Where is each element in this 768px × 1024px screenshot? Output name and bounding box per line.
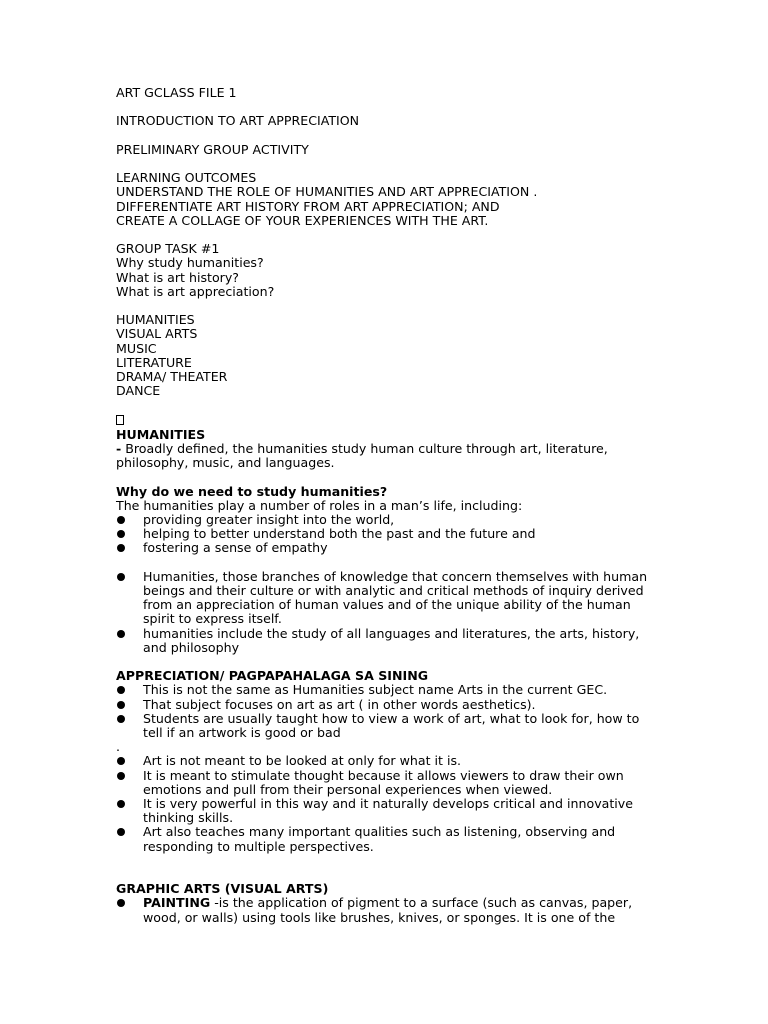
learning-outcomes-heading: LEARNING OUTCOMES <box>116 170 257 186</box>
field-item: DRAMA/ THEATER <box>116 368 228 384</box>
bullet-icon <box>117 772 125 780</box>
painting-term: PAINTING <box>143 895 211 911</box>
why-study-intro: The humanities play a number of roles in a man’s life, including: <box>116 497 523 513</box>
appreciation-list-a <box>116 683 656 740</box>
list-item <box>116 683 656 697</box>
list-item <box>116 754 656 768</box>
graphic-arts-list <box>116 896 656 924</box>
list-item-text: humanities include the study of all languages and literatures, the arts, history, and philosophy <box>143 625 640 655</box>
spacer <box>116 299 656 313</box>
spacer <box>116 470 656 484</box>
list-item <box>116 570 656 627</box>
spacer <box>116 398 656 412</box>
graphic-arts-heading: GRAPHIC ARTS (VISUAL ARTS) <box>116 881 329 897</box>
list-item <box>116 825 656 853</box>
list-item-text: That subject focuses on art as art ( in other words aesthetics). <box>143 696 536 712</box>
list-item <box>116 627 656 655</box>
list-item-text: providing greater insight into the world, <box>143 511 395 527</box>
humanities-heading: HUMANITIES <box>116 426 206 442</box>
why-study-heading: Why do we need to study humanities? <box>116 483 388 499</box>
learning-outcome-item: DIFFERENTIATE ART HISTORY FROM ART APPRECIATION; AND <box>116 198 500 214</box>
group-task-question: Why study humanities? <box>116 255 264 271</box>
bullet-icon <box>117 701 125 709</box>
notes-list <box>116 570 656 655</box>
learning-outcome-item: CREATE A COLLAGE OF YOUR EXPERIENCES WITH THE ART. <box>116 212 489 228</box>
list-item-text: Humanities, those branches of knowledge that concern themselves with human beings and their culture or with analytic and critical methods of inquiry derived from an appreciation of human values and of the unique ability of the human spirit to express itself. <box>143 568 648 627</box>
document-page <box>116 86 656 925</box>
spacer <box>116 655 656 669</box>
humanities-definition <box>116 442 656 470</box>
bullet-icon <box>117 544 125 552</box>
list-item <box>116 769 656 797</box>
stray-period: . <box>116 739 121 755</box>
file-title: ART GCLASS FILE 1 <box>116 85 237 100</box>
activity-title: PRELIMINARY GROUP ACTIVITY <box>116 141 309 157</box>
group-task-heading: GROUP TASK #1 <box>116 241 220 257</box>
list-item <box>116 698 656 712</box>
bullet-icon <box>117 828 125 836</box>
spacer <box>116 868 656 882</box>
group-task-question: What is art history? <box>116 269 239 285</box>
list-item-text: It is meant to stimulate thought because it allows viewers to draw their own emotions and pull from their personal experiences when viewed. <box>143 767 624 797</box>
spacer <box>116 129 656 143</box>
bullet-icon <box>117 800 125 808</box>
course-title: INTRODUCTION TO ART APPRECIATION <box>116 113 360 129</box>
bullet-icon <box>117 530 125 538</box>
learning-outcome-item: UNDERSTAND THE ROLE OF HUMANITIES AND ART APPRECIATION . <box>116 184 538 200</box>
list-item-text: This is not the same as Humanities subject name Arts in the current GEC. <box>143 682 608 698</box>
list-item <box>116 712 656 740</box>
field-item: HUMANITIES <box>116 312 195 328</box>
list-item <box>116 896 656 924</box>
list-item-text: Art is not meant to be looked at only for what it is. <box>143 753 462 769</box>
bullet-icon <box>117 686 125 694</box>
list-item-text: helping to better understand both the past and the future and <box>143 526 536 542</box>
spacer <box>116 100 656 114</box>
spacer <box>116 228 656 242</box>
field-item: DANCE <box>116 383 161 399</box>
bullet-icon <box>117 899 125 907</box>
list-item-text: It is very powerful in this way and it naturally develops critical and innovative thinking skills. <box>143 796 634 826</box>
spacer <box>116 157 656 171</box>
painting-text: -is the application of pigment to a surface (such as canvas, paper, wood, or walls) using tools like brushes, knives, or sponges. It is one of the <box>143 895 633 925</box>
list-item-text: Students are usually taught how to view a work of art, what to look for, how to tell if an artwork is good or bad <box>143 710 640 740</box>
field-item: VISUAL ARTS <box>116 326 198 342</box>
missing-glyph-icon <box>116 415 124 425</box>
list-item <box>116 797 656 825</box>
bullet-icon <box>117 573 125 581</box>
appreciation-list-b <box>116 754 656 853</box>
definition-dash: - <box>116 440 122 456</box>
bullet-icon <box>117 516 125 524</box>
field-item: MUSIC <box>116 340 157 356</box>
bullet-icon <box>117 715 125 723</box>
definition-text: Broadly defined, the humanities study human culture through art, literature, philosophy, music, and languages. <box>116 440 608 471</box>
group-task-question: What is art appreciation? <box>116 283 275 299</box>
appreciation-heading: APPRECIATION/ PAGPAPAHALAGA SA SINING <box>116 668 429 684</box>
list-item <box>116 513 656 527</box>
list-item <box>116 541 656 555</box>
list-item-text: fostering a sense of empathy <box>143 540 328 556</box>
roles-list <box>116 513 656 556</box>
missing-glyph-line <box>116 413 656 428</box>
spacer <box>116 854 656 868</box>
list-item-text: Art also teaches many important qualities such as listening, observing and responding to multiple perspectives. <box>143 824 616 854</box>
bullet-icon <box>117 757 125 765</box>
field-item: LITERATURE <box>116 354 192 370</box>
spacer <box>116 556 656 570</box>
bullet-icon <box>117 630 125 638</box>
list-item <box>116 527 656 541</box>
